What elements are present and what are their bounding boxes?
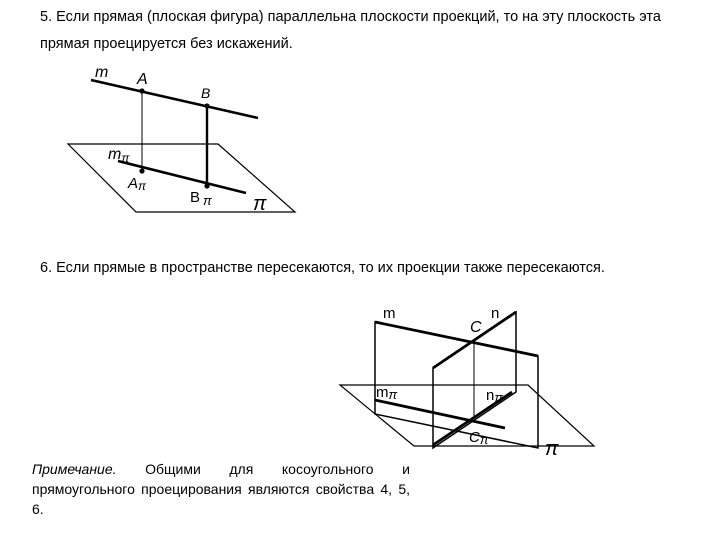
point-A-pi [139,168,144,173]
label-plane-pi: π [253,193,267,215]
line-m-pi [375,400,505,428]
label-m-pi-base: m [108,146,122,163]
label-m: m [383,305,396,322]
label-A-pi-subscript: π [138,179,147,193]
line-m [91,80,258,118]
label-n-pi [486,387,503,405]
label-m-pi [376,384,398,402]
label-C-pi-subscript: π [479,432,489,447]
figure-5 [68,64,295,215]
rule-6-text: 6. Если прямые в пространстве пересекаются, то их проекции также пересекаются. [40,260,605,276]
label-n-pi-base: n [486,387,495,404]
rule-5-text: 5. Если прямая (плоская фигура) параллельна плоскости проекций, то на эту плоскость эта прямая проецируется без искажений. [40,9,661,52]
label-m: m [95,64,109,81]
note-heading: Примечание. [32,461,117,477]
label-C: C [470,319,482,336]
label-C-pi-base: C [469,429,480,446]
label-n-pi-subscript: π [494,390,504,405]
label-m-pi-base: m [376,384,389,401]
label-B: B [201,85,211,101]
label-B-pi [190,189,212,208]
note-text: Общими для косоугольного и прямоугольного проецирования являются свойства 4, 5, 6. [32,461,410,517]
label-B-pi-subscript: π [203,193,212,208]
point-A [139,88,144,93]
label-B-pi-base: B [190,189,201,206]
note-block [32,459,410,519]
figure-6 [340,305,594,460]
label-m-pi-subscript: π [388,387,398,402]
point-B [204,103,209,108]
label-plane-pi: π [545,438,559,460]
label-A-pi-base: A [128,175,139,192]
label-n: n [491,305,500,322]
label-m-pi [108,146,130,165]
label-m-pi-subscript: π [121,151,130,165]
label-C-pi [469,429,489,447]
point-B-pi [204,183,209,188]
label-A-pi [127,175,147,193]
label-A: A [137,71,148,88]
